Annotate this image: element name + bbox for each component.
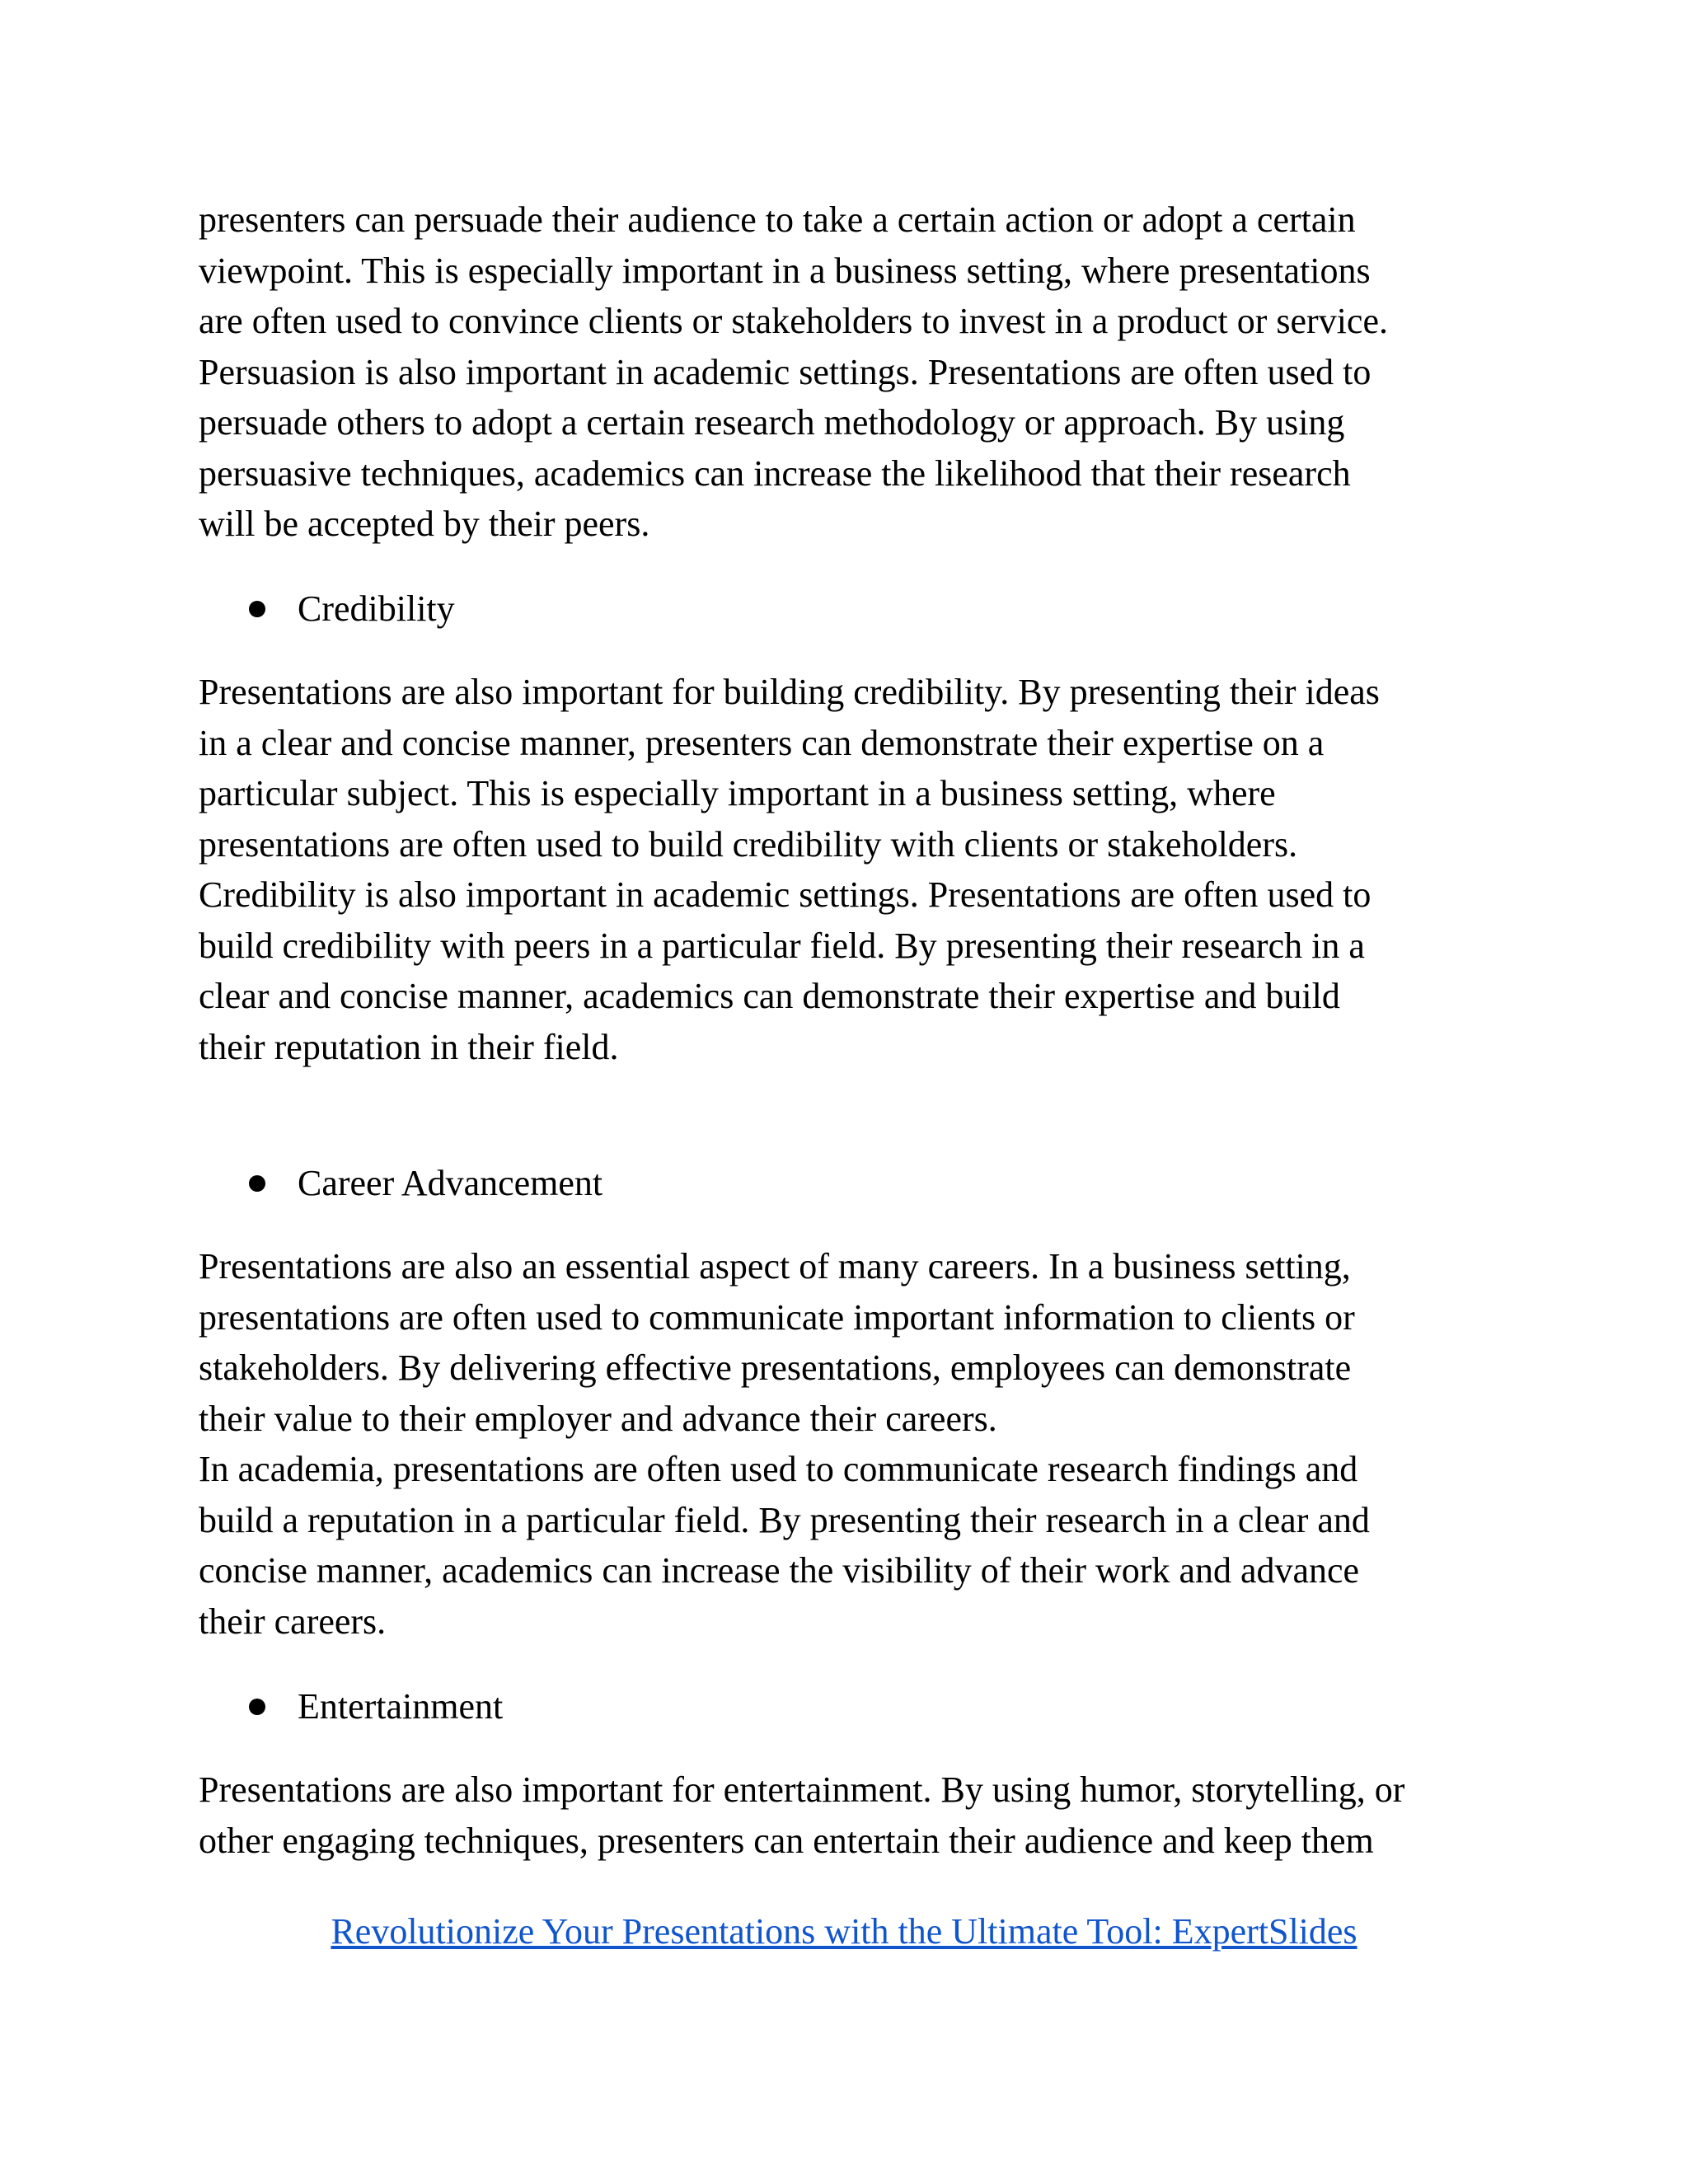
text-line: persuade others to adopt a certain research methodology or approach. By using xyxy=(199,402,1345,443)
text-line: presentations are often used to communicate important information to clients or xyxy=(199,1297,1355,1338)
text-line: persuasive techniques, academics can increase the likelihood that their research xyxy=(199,453,1351,494)
bullet-icon xyxy=(249,1699,265,1715)
bullet-label: Credibility xyxy=(298,588,455,629)
text-line: other engaging techniques, presenters can entertain their audience and keep them xyxy=(199,1821,1374,1861)
bullet-label: Entertainment xyxy=(298,1686,504,1727)
text-line: clear and concise manner, academics can demonstrate their expertise and build xyxy=(199,976,1340,1016)
text-line: are often used to convince clients or stakeholders to invest in a product or service. xyxy=(199,301,1388,341)
expertslides-footer-link[interactable]: Revolutionize Your Presentations with the Ultimate Tool: ExpertSlides xyxy=(331,1911,1357,1952)
text-line: in a clear and concise manner, presenters can demonstrate their expertise on a xyxy=(199,723,1325,763)
bullet-icon xyxy=(249,601,265,617)
text-line: Persuasion is also important in academic settings. Presentations are often used to xyxy=(199,352,1372,392)
text-line: presentations are often used to build credibility with clients or stakeholders. xyxy=(199,824,1298,865)
text-line: their reputation in their field. xyxy=(199,1027,619,1067)
bullet-icon xyxy=(249,1175,265,1192)
text-line: viewpoint. This is especially important in a business setting, where presentations xyxy=(199,251,1371,291)
text-line: Credibility is also important in academic settings. Presentations are often used to xyxy=(199,874,1372,915)
text-line: Presentations are also an essential aspect of many careers. In a business setting, xyxy=(199,1246,1351,1286)
text-line: presenters can persuade their audience to take a certain action or adopt a certain xyxy=(199,199,1356,240)
text-line: Presentations are also important for entertainment. By using humor, storytelling, or xyxy=(199,1769,1405,1810)
bullet-label: Career Advancement xyxy=(298,1163,603,1203)
text-line: their value to their employer and advance their careers. xyxy=(199,1399,997,1439)
text-line: Presentations are also important for building credibility. By presenting their ideas xyxy=(199,672,1380,712)
text-line: In academia, presentations are often used to communicate research findings and xyxy=(199,1449,1358,1489)
text-line: stakeholders. By delivering effective presentations, employees can demonstrate xyxy=(199,1347,1352,1388)
text-line: concise manner, academics can increase the visibility of their work and advance xyxy=(199,1550,1360,1591)
text-line: build a reputation in a particular field. By presenting their research in a clear and xyxy=(199,1500,1370,1540)
text-line: will be accepted by their peers. xyxy=(199,504,650,544)
text-line: build credibility with peers in a particular field. By presenting their research in a xyxy=(199,926,1365,966)
text-line: particular subject. This is especially important in a business setting, where xyxy=(199,773,1276,813)
text-line: their careers. xyxy=(199,1601,387,1642)
